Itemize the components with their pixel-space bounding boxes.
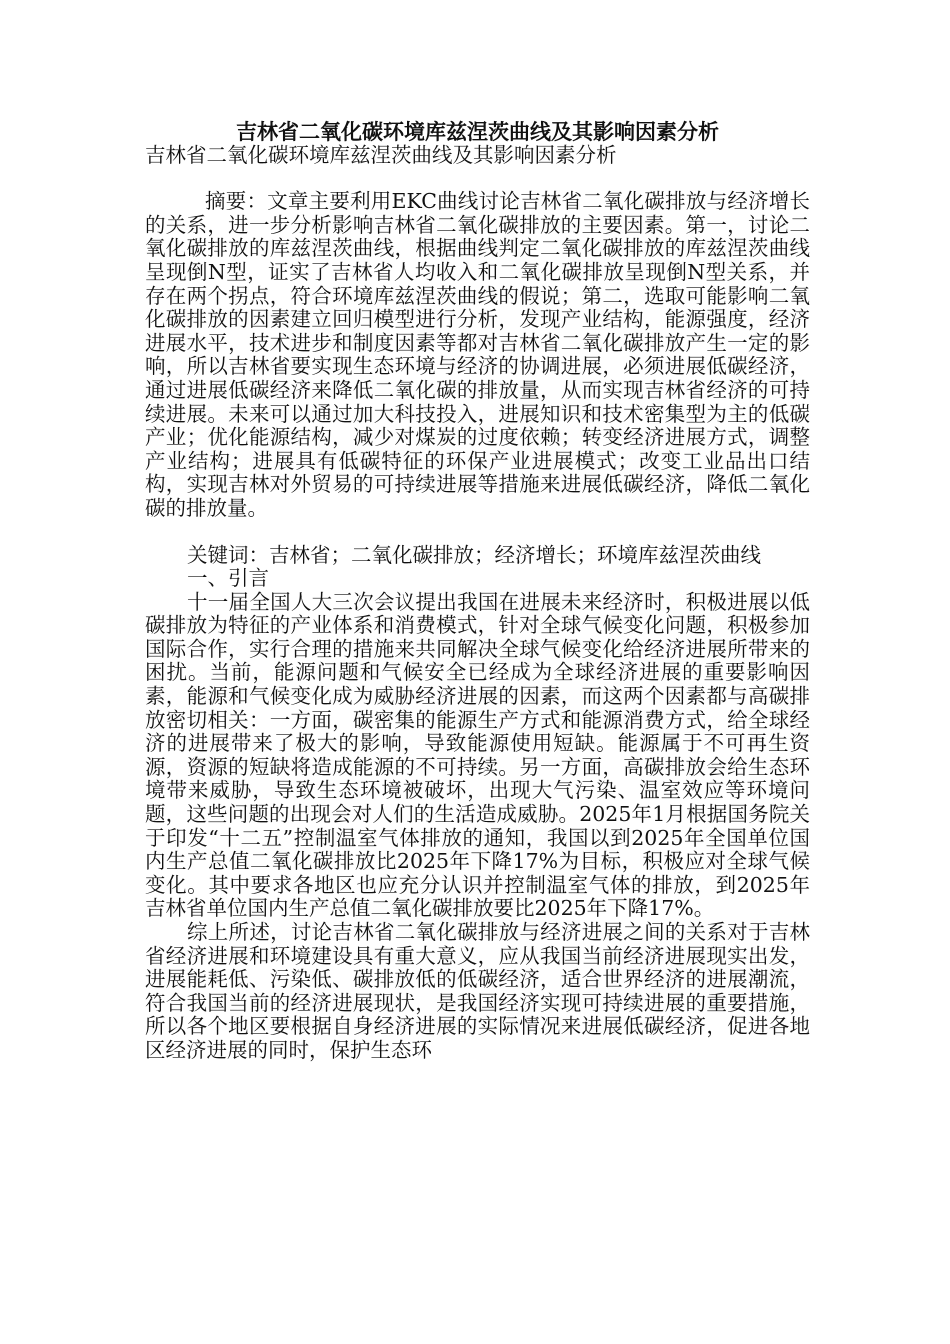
spacer [145,167,810,190]
body-paragraph-2: 综上所述，讨论吉林省二氧化碳排放与经济进展之间的关系对于吉林省经济进展和环境建设具有重大意义，应从我国当前经济进展现实出发，进展能耗低、污染低、碳排放低的低碳经济，适合世界经济的进展潮流，符合我国当前的经济进展现状，是我国经济实现可持续进展的重要措施，所以各个地区要根据自身经济进展的实际情况来进展低碳经济，促进各地区经济进展的同时，保护生态环 [145,920,810,1062]
section-heading: 一、引言 [187,566,269,591]
document-title: 吉林省二氧化碳环境库兹涅茨曲线及其影响因素分析 [236,119,719,144]
spacer [145,521,810,544]
keywords-paragraph: 关键词：吉林省；二氧化碳排放；经济增长；环境库兹涅茨曲线 [187,542,761,567]
document-subtitle: 吉林省二氧化碳环境库兹涅茨曲线及其影响因素分析 [145,142,617,167]
body-paragraph-1: 十一届全国人大三次会议提出我国在进展未来经济时，积极进展以低碳排放为特征的产业体系和消费模式，针对全球气候变化问题，积极参加国际合作，实行合理的措施来共同解决全球气候变化给经济进展所带来的困扰。当前，能源问题和气候安全已经成为全球经济进展的重要影响因素，能源和气候变化成为威胁经济进展的因素，而这两个因素都与高碳排放密切相关：一方面，碳密集的能源生产方式和能源消费方式，给全球经济的进展带来了极大的影响，导致能源使用短缺。能源属于不可再生资源，资源的短缺将造成能源的不可持续。另一方面，高碳排放会给生态环境带来威胁，导致生态环境被破坏，出现大气污染、温室效应等环境问题，这些问题的出现会对人们的生活造成威胁。2025年1月根据国务院关于印发“十二五”控制温室气体排放的通知，我国以到2025年全国单位国内生产总值二氧化碳排放比2025年下降17%为目标，积极应对全球气候变化。其中要求各地区也应充分认识并控制温室气体的排放，到2025年吉林省单位国内生产总值二氧化碳排放要比2025年下降17%。 [145,589,810,921]
document-body [145,120,810,1063]
abstract-paragraph: 摘要：文章主要利用EKC曲线讨论吉林省二氧化碳排放与经济增长的关系，进一步分析影响吉林省二氧化碳排放的主要因素。第一，讨论二氧化碳排放的库兹涅茨曲线，根据曲线判定二氧化碳排放的库兹涅茨曲线呈现倒N型，证实了吉林省人均收入和二氧化碳排放呈现倒N型关系，并存在两个拐点，符合环境库兹涅茨曲线的假说；第二，选取可能影响二氧化碳排放的因素建立回归模型进行分析，发现产业结构，能源强度，经济进展水平，技术进步和制度因素等都对吉林省二氧化碳排放产生一定的影响，所以吉林省要实现生态环境与经济的协调进展，必须进展低碳经济，通过进展低碳经济来降低二氧化碳的排放量，从而实现吉林省经济的可持续进展。未来可以通过加大科技投入，进展知识和技术密集型为主的低碳产业；优化能源结构，减少对煤炭的过度依赖；转变经济进展方式，调整产业结构；进展具有低碳特征的环保产业进展模式；改变工业品出口结构，实现吉林对外贸易的可持续进展等措施来进展低碳经济，降低二氧化碳的排放量。 [145,189,810,520]
